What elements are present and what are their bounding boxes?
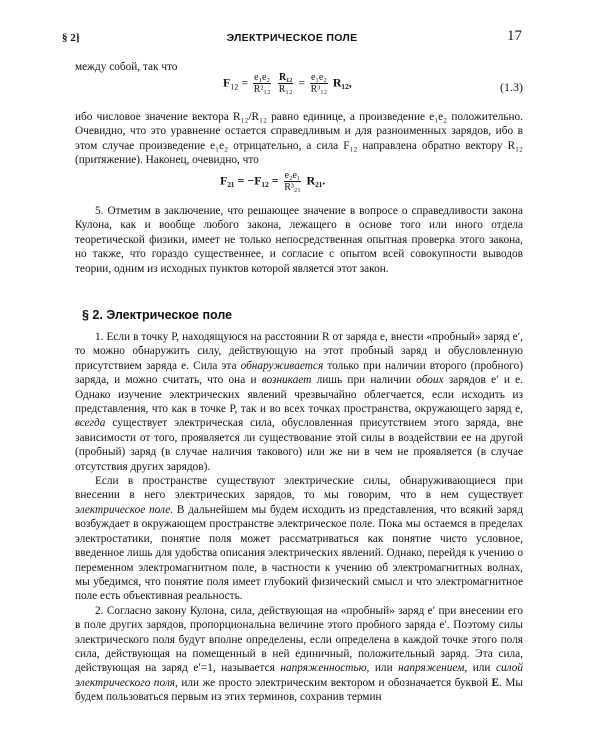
equation-1-3: $F_{12}$ = $\frac{\text{e₁e₂}}{\text{R²₁₂}}$ $\frac{\text{R₁₂}}{\text{R₁₂}}$ = $\frac{\text{e₁e₂}}{\text{R³₁₂}}$ R₁₂, (1.3) bbox=[223, 72, 523, 95]
equation-f21: F₂₁ = −F₁₂ = $\frac{\text{e₂e₁}}{\text{R³₂₁}}$ R₂₁. bbox=[220, 170, 326, 193]
paragraph-after-equation: ибо числовое значение вектора R₁₂/R₁₂ равно единице, а произведение e₁e₂ положительно. Очевидно, что это уравнение остается справедливым и для разноименных зарядов, ибо в этом случае произведение e₁e₂ отрицательно, а сила F₁₂ направлена обратно вектору R₁₂ (притяжение). Наконец, очевидно, что bbox=[75, 111, 523, 167]
running-title: ЭЛЕКТРИЧЕСКОЕ ПОЛЕ bbox=[226, 32, 358, 44]
paragraph-3: 2. Согласно закону Кулона, сила, действующая на «пробный» заряд e′ при внесении его в поле других зарядов, пропорциональна величине этого пробного заряда e′. Поэтому силы электрического поля будут вполне определены, если определена в каждой точке этого поля сила, действующая на помещенный в ней единичный, положительный заряд. Эта сила, действующая на заряд e′=1, называется напряженностью, или напряжением, или силой электрического поля, или же просто электрическим вектором и обозначается буквой E. Мы будем пользоваться первым из этих терминов, сохранив термин bbox=[75, 604, 523, 704]
paragraph-2: Если в пространстве существуют электрические силы, обнаруживающиеся при внесении в него электрических зарядов, то мы говорим, что в нем существует электрическое поле. В дальнейшем мы будем исходить из представления, что всякий заряд возбуждает в окружающем пространстве электрическое поле. Пока мы остаемся в пределах электростатики, понятие поля может рассматриваться как понятие чисто условное, введенное лишь для удобства описания электрических явлений. Однако, перейдя к учению о переменном электромагнитном поле, в частности к учению об электромагнитных волнах, мы убедимся, что понятие поля имеет глубокий физический смысл и что электромагнитное поле есть объективная реальность. bbox=[75, 475, 523, 603]
paragraph-5: 5. Отметим в заключение, что решающее значение в вопросе о справедливости закона Кулона, как и вообще любого закона, лежащего в основе того или иного отдела теоретической физики, имеет не только непосредственная опытная проверка этого закона, но также, что гораздо существеннее, и согласие с опытом всей совокупности выводов теории, одним из исходных пунктов которой является этот закон. bbox=[75, 205, 523, 275]
intro-line: между собой, так что bbox=[75, 61, 178, 73]
page-number: 17 bbox=[507, 28, 522, 44]
section-heading: § 2. Электрическое поле bbox=[82, 308, 233, 322]
equation-number: (1.3) bbox=[500, 80, 523, 94]
fraction: $\frac{\text{e₂e₁}}{\text{R³₂₁}}$ bbox=[284, 170, 301, 193]
section-marker: § 2] bbox=[62, 32, 80, 44]
fraction: $\frac{\text{e₁e₂}}{\text{R³₁₂}}$ bbox=[310, 72, 328, 95]
fraction: $\frac{\text{e₁e₂}}{\text{R²₁₂}}$ bbox=[253, 72, 271, 95]
fraction: $\frac{\text{R₁₂}}{\text{R₁₂}}$ bbox=[278, 72, 293, 95]
running-header bbox=[62, 30, 522, 50]
main-text bbox=[75, 330, 523, 705]
paragraph-1: 1. Если в точку P, находящуюся на расстоянии R от заряда e, внести «пробный» заряд e′, то можно обнаружить силу, действующую на этот пробный заряд и обусловленную присутствием заряда e. Сила эта обнаруживается только при наличии второго (пробного) заряда, и можно считать, что она и возникает лишь при наличии обоих зарядов e′ и e. Однако изучение электрических явлений чрезвычайно облегчается, если исходить из представления, что как в точке P, так и во всех точках пространства, окружающего заряд e, всегда существует электрическая сила, обусловленная присутствием этого заряда, вне зависимости от того, проявляется ли существование этой силы в воздействии ее на другой (пробный) заряд (в случае наличия такового) или же ни в чем не проявляется (в случае отсутствия других зарядов). bbox=[75, 331, 523, 473]
